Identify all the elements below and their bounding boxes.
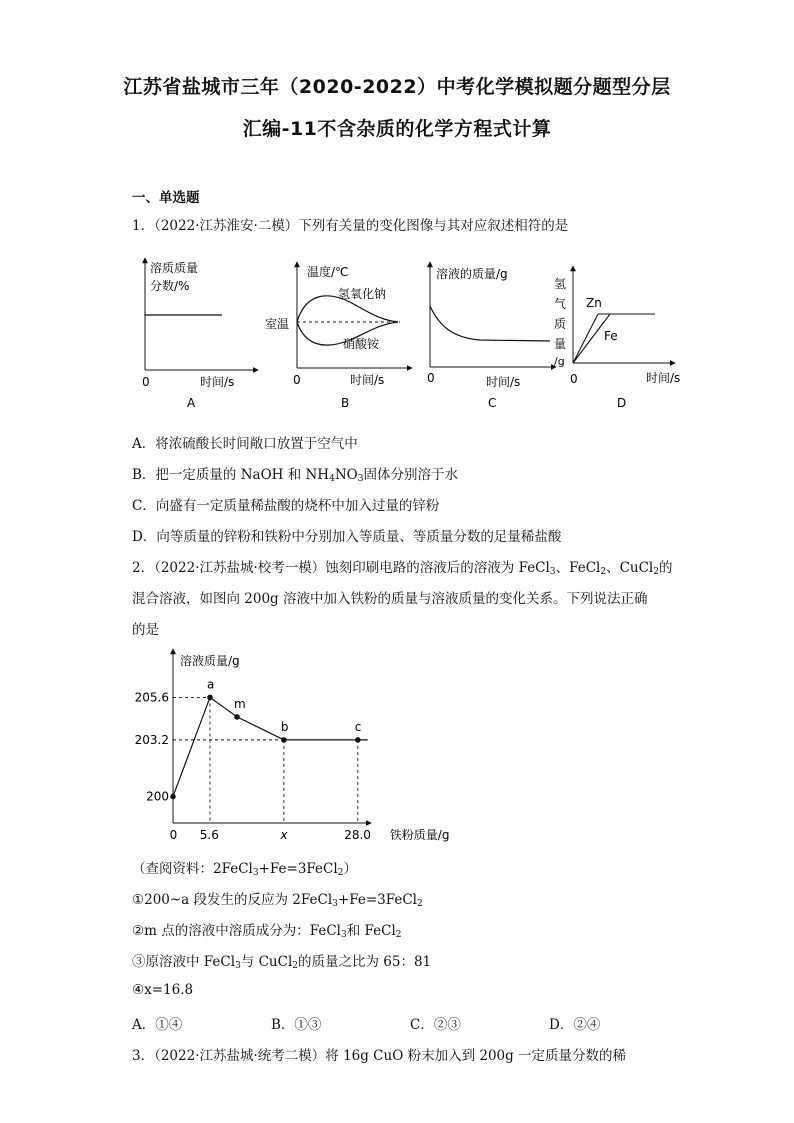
q2-statement-4: ④x=16.8 [132, 982, 194, 998]
graph-a-ylabel-2: 分数/% [150, 279, 190, 293]
x-tick-label-2: 5.6 [199, 828, 219, 842]
graph-d-ylabel-5: /g [554, 355, 565, 368]
q2-stem-1: 2．（2022·江苏盐城·校考一模）蚀刻印刷电路的溶液后的溶液为 FeCl$_3$、FeCl$_2$、CuCl$_2$的 [132, 560, 673, 577]
q1-option-d: D．向等质量的锌粉和铁粉中分别加入等质量、等质量分数的足量稀盐酸 [132, 529, 562, 545]
q2-chart [125, 645, 465, 845]
point-c [355, 737, 361, 743]
graph-d-origin: 0 [570, 372, 578, 386]
graph-d-ylabel-1: 氢 [554, 277, 567, 291]
graph-c-xlabel: 时间/s [486, 375, 521, 389]
q1-option-a: A．将浓硫酸长时间敞口放置于空气中 [132, 436, 358, 452]
q2-choice-c[interactable]: C．②③ [410, 1017, 461, 1033]
q2-stem-2: 混合溶液，如图向 200g 溶液中加入铁粉的质量与溶液质量的变化关系。下列说法正确 [132, 591, 648, 607]
q1-graphs [0, 250, 794, 420]
point-label-m: m [234, 696, 246, 711]
point-b [281, 737, 287, 743]
q2-reference: （查阅资料：2FeCl$_3$+Fe=3FeCl$_2$） [132, 861, 357, 878]
q2-statement-3: ③原溶液中 FeCl$_3$与 CuCl$_2$的质量之比为 65：81 [132, 954, 432, 971]
q2-choice-b[interactable]: B．①③ [271, 1017, 322, 1033]
graph-b-upper: 氢氧化钠 [338, 287, 387, 301]
series-line [173, 697, 368, 796]
point-a [207, 695, 213, 701]
graph-b-caption: B [341, 396, 350, 410]
point-label-c: c [354, 719, 362, 734]
graph-d-fe: Fe [604, 329, 618, 343]
graph-b-xlabel: 时间/s [350, 373, 385, 387]
y-tick-label-1: 200 [146, 789, 169, 804]
graph-a-ylabel-1: 溶质质量 [150, 261, 199, 275]
y-tick-label-3: 205.6 [134, 690, 169, 705]
graph-a [142, 258, 258, 410]
point-label-b: b [280, 719, 289, 734]
y-axis-label: 溶液质量/g [180, 654, 240, 668]
point-start [170, 794, 176, 800]
point-label-a: a [206, 677, 215, 692]
x-tick-label-1: 0 [169, 828, 178, 842]
q2-choice-a[interactable]: A．①④ [132, 1017, 183, 1033]
x-tick-label-3: x [280, 828, 288, 842]
graph-d-xlabel: 时间/s [646, 371, 681, 385]
page-title-line-1: 江苏省盐城市三年（2020-2022）中考化学模拟题分题型分层 [123, 76, 671, 98]
graph-d-caption: D [617, 396, 627, 410]
q2-statement-2: ②m 点的溶液中溶质成分为：FeCl$_3$和 FeCl$_2$ [132, 923, 402, 940]
graph-b-ref: 室温 [265, 317, 290, 331]
graph-b-origin: 0 [293, 373, 301, 387]
graph-c-origin: 0 [427, 371, 435, 385]
x-axis-label: 铁粉质量/g [389, 828, 450, 842]
point-m [234, 714, 240, 720]
graph-d [554, 266, 680, 410]
graph-d-ylabel-4: 量 [554, 337, 567, 351]
graph-a-caption: A [187, 396, 196, 410]
x-tick-label-4: 28.0 [344, 828, 371, 842]
graph-a-origin: 0 [142, 375, 150, 389]
q1-stem: 1．（2022·江苏淮安·二模）下列有关量的变化图像与其对应叙述相符的是 [132, 218, 569, 234]
q3-stem: 3．（2022·江苏盐城·统考二模）将 16g CuO 粉末加入到 200g 一定质量分数的稀 [132, 1048, 627, 1064]
page-title-line-2: 汇编-11不含杂质的化学方程式计算 [242, 118, 552, 140]
graph-b-lower: 硝酸铵 [343, 337, 380, 351]
graph-c-ylabel: 溶液的质量/g [436, 267, 508, 281]
graph-c [427, 262, 556, 410]
graph-b-ylabel: 温度/℃ [307, 265, 349, 279]
graph-c-caption: C [488, 396, 497, 410]
y-tick-label-2: 203.2 [134, 732, 169, 747]
section-heading: 一、单选题 [132, 190, 200, 206]
graph-b [265, 262, 412, 410]
q1-option-b: B．把一定质量的 NaOH 和 $NH_4NO_3$固体分别溶于水 [132, 467, 458, 484]
q1-option-c: C．向盛有一定质量稀盐酸的烧杯中加入过量的锌粉 [132, 498, 440, 514]
graph-d-zn: Zn [586, 296, 602, 310]
q2-statement-1: ①200~a 段发生的反应为 2FeCl$_3$+Fe=3FeCl$_2$ [132, 892, 423, 909]
graph-a-xlabel: 时间/s [200, 375, 235, 389]
q2-choice-d[interactable]: D．②④ [549, 1017, 601, 1033]
q2-stem-3: 的是 [132, 622, 159, 638]
graph-d-ylabel-3: 质 [554, 317, 567, 331]
graph-d-ylabel-2: 气 [554, 297, 567, 311]
